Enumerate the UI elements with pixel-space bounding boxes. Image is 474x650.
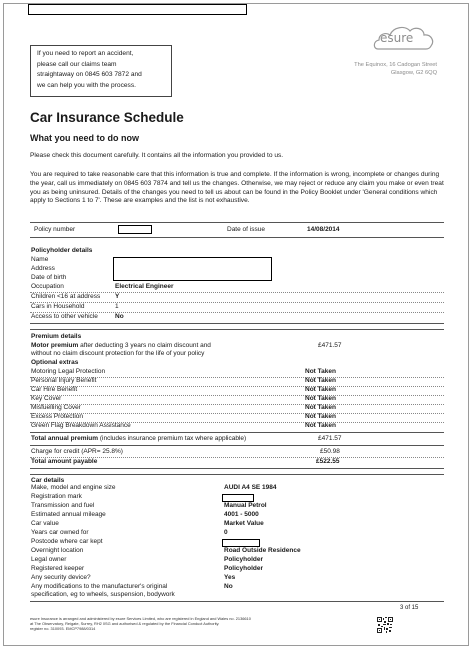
footer-legal xyxy=(30,617,310,631)
car-field-value: Road Outside Residence xyxy=(224,547,301,554)
extra-value: Not Taken xyxy=(305,404,336,411)
date-of-issue-label: Date of issue xyxy=(227,226,265,233)
address-label: Address xyxy=(31,265,55,272)
car-field-value: 4001 - 5000 xyxy=(224,511,259,518)
divider xyxy=(30,222,444,223)
car-field-value: Manual Petrol xyxy=(224,502,267,509)
redacted-postcode xyxy=(222,539,260,547)
car-field-value: 0 xyxy=(224,529,228,536)
children-value: Y xyxy=(115,293,120,300)
car-field-label: Any modifications to the manufacturer's original xyxy=(31,583,168,590)
access-value: No xyxy=(115,313,124,320)
page-number: 3 of 15 xyxy=(400,605,419,611)
credit-charge-value: £50.98 xyxy=(320,448,340,455)
car-field-value: Market Value xyxy=(224,520,264,527)
divider xyxy=(30,329,444,330)
dotted-divider xyxy=(30,302,444,303)
policy-number-label: Policy number xyxy=(34,226,76,233)
extra-label: Excess Protection xyxy=(31,413,84,420)
car-field-label: Registered keeper xyxy=(31,565,85,572)
divider xyxy=(30,468,444,469)
car-field-label: Registration mark xyxy=(31,493,82,500)
divider xyxy=(30,432,444,433)
total-premium-desc: (includes insurance premium tax where applicable) xyxy=(98,435,247,442)
car-field-label: Overnight location xyxy=(31,547,84,554)
motor-premium-label: Motor premium xyxy=(31,342,79,349)
car-field-label: Postcode where car kept xyxy=(31,538,103,545)
extra-value: Not Taken xyxy=(305,368,336,375)
redacted-policy-number xyxy=(118,225,152,234)
extra-label: Car Hire Benefit xyxy=(31,386,78,393)
car-field-label: Car value xyxy=(31,520,59,527)
car-field-value: Policyholder xyxy=(224,565,264,572)
motor-premium-value: £471.57 xyxy=(318,342,342,349)
name-label: Name xyxy=(31,256,49,263)
car-field-value: No xyxy=(224,583,233,590)
car-details-heading: Car details xyxy=(31,477,65,484)
footer-line: register no. 310093. EMCP7988/0314 xyxy=(30,625,96,631)
car-field-label: Legal owner xyxy=(31,556,67,563)
callout-line: please call our claims team xyxy=(37,60,117,68)
dotted-divider xyxy=(30,413,444,414)
divider xyxy=(30,601,444,602)
car-field-label: Years car owned for xyxy=(31,529,89,536)
car-field-value: Policyholder xyxy=(224,556,264,563)
divider xyxy=(30,237,444,238)
claims-callout-box xyxy=(30,45,172,97)
divider xyxy=(30,474,444,475)
logo-text: esure xyxy=(380,31,414,45)
esure-logo xyxy=(372,22,438,52)
extra-label: Key Cover xyxy=(31,395,62,402)
occupation-label: Occupation xyxy=(31,283,64,290)
total-premium-line xyxy=(31,435,246,443)
children-label: Children <16 at address xyxy=(31,293,101,300)
footer-line: esure Insurance is arranged and administered by esure Services Limited, who are registered in England and Wales no. 2136610 xyxy=(30,616,251,621)
disclosure-paragraph: You are required to take reasonable care that this information is true and complete. If the information is wrong, incomplete or changes during the year, call us immediately on 0845 603 7874 and tell us the changes. Otherwise, we may reject or reduce any claim you make or even treat you as being uninsured. Details of the changes you need to tell us about can be found in the Policy Booklet under 'General conditions which apply to Sections 1 to 7'. These are examples and the list is not exhaustive. xyxy=(30,171,444,205)
date-of-issue-value: 14/08/2014 xyxy=(307,226,340,233)
car-field-value: AUDI A4 SE 1984 xyxy=(224,484,277,491)
address-line: The Equinox, 16 Cadogan Street xyxy=(354,62,437,68)
car-field-label-continued: specification, eg to wheels, suspension, bodywork xyxy=(31,591,175,598)
address-line: Glasgow, G2 6QQ xyxy=(390,69,437,76)
redacted-registration xyxy=(222,494,254,502)
extra-value: Not Taken xyxy=(305,386,336,393)
occupation-value: Electrical Engineer xyxy=(115,283,174,290)
divider xyxy=(30,445,444,446)
footer-line: at The Observatory, Reigate, Surrey, RH2 0SG and authorised & regulated by the Financial Conduct Authority. xyxy=(30,620,220,626)
car-field-label: Estimated annual mileage xyxy=(31,511,106,518)
dotted-divider xyxy=(30,395,444,396)
extra-value: Not Taken xyxy=(305,395,336,402)
page-title: Car Insurance Schedule xyxy=(30,110,184,125)
qr-code-icon xyxy=(377,617,393,633)
callout-line: we can help you with the process. xyxy=(37,81,136,89)
premium-heading: Premium details xyxy=(31,333,82,340)
car-field-label: Transmission and fuel xyxy=(31,502,95,509)
motor-premium-desc: after deducting 3 years no claim discount and xyxy=(78,342,211,349)
company-address xyxy=(330,62,437,77)
section-subtitle: What you need to do now xyxy=(30,133,139,143)
car-field-value: Yes xyxy=(224,574,236,581)
total-payable-label: Total amount payable xyxy=(31,458,98,465)
callout-line: If you need to report an accident, xyxy=(37,50,134,57)
extra-value: Not Taken xyxy=(305,413,336,420)
dotted-divider xyxy=(30,404,444,405)
car-field-label: Any security device? xyxy=(31,574,91,581)
redacted-header-field xyxy=(28,4,247,15)
cars-label: Cars in Household xyxy=(31,303,85,310)
motor-premium-line xyxy=(31,342,211,350)
extra-label: Green Flag Breakdown Assistance xyxy=(31,422,131,429)
redacted-personal-details xyxy=(113,257,272,281)
extra-label: Personal Injury Benefit xyxy=(31,377,97,384)
extra-label: Motoring Legal Protection xyxy=(31,368,106,375)
cars-value: 1 xyxy=(115,303,119,310)
dob-label: Date of birth xyxy=(31,274,67,281)
motor-premium-line2: without no claim discount protection for the life of your policy xyxy=(31,350,205,357)
credit-charge-label: Charge for credit (APR= 25.8%) xyxy=(31,448,123,455)
total-premium-value: £471.57 xyxy=(318,435,342,442)
extra-label: Misfuelling Cover xyxy=(31,404,81,411)
policyholder-heading: Policyholder details xyxy=(31,247,93,254)
extra-value: Not Taken xyxy=(305,377,336,384)
extra-value: Not Taken xyxy=(305,422,336,429)
car-field-label: Make, model and engine size xyxy=(31,484,116,491)
divider xyxy=(30,323,444,324)
optional-extras-heading: Optional extras xyxy=(31,359,79,366)
total-premium-label: Total annual premium xyxy=(31,435,99,442)
intro-text: Please check this document carefully. It contains all the information you provided to us. xyxy=(30,152,284,159)
access-label: Access to other vehicle xyxy=(31,313,98,320)
dotted-divider xyxy=(30,386,444,387)
total-payable-value: £522.55 xyxy=(316,458,340,465)
callout-line: straightaway on 0845 603 7872 and xyxy=(37,71,142,78)
